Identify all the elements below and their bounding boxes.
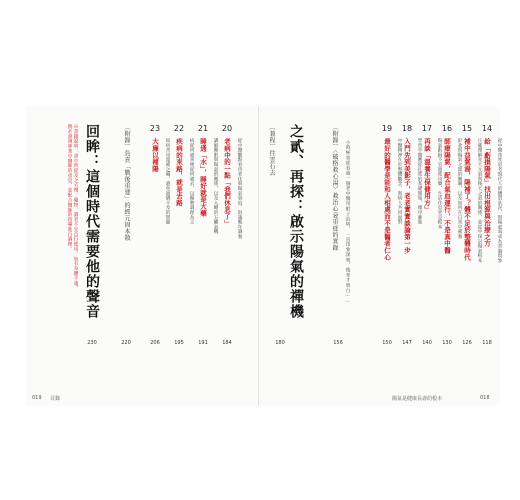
chapter-number: 17 [421, 124, 433, 133]
part-headline-left: 回眸：這個時代需要他的聲音 [84, 124, 100, 319]
page-ref: 230 [87, 340, 97, 346]
chapter-number: 20 [221, 124, 233, 133]
chapter-summary: 正確理解先天元氣與後天之氣的關係，並從中探討陽氣根本 [477, 138, 482, 263]
chapter-number: 15 [461, 124, 473, 133]
page-ref: 156 [333, 340, 343, 346]
footer-right-page-number: 018 [480, 395, 490, 401]
chapter-number: 18 [401, 124, 413, 133]
chapter-entry[interactable] [480, 124, 502, 348]
part-subtitle: 〔兼程〕往雲石去 [268, 124, 275, 176]
page-ref: 184 [222, 340, 232, 346]
chapter-summary: 如何善用溫補之藥，避免過猶不及的問題 [165, 138, 170, 225]
chapter-summary: 學習中醫應從扎實的基礎開始，循序漸進 [417, 138, 422, 225]
page-ref: 150 [382, 340, 392, 346]
chapter-entry[interactable] [196, 124, 218, 348]
appendix-left: 〔附錄〕負責「戰後重建」的經元固本散 [123, 124, 130, 241]
chapter-summary: 從中醫觀點看待老化與陽氣衰退，倡議晚年調養 [237, 138, 242, 239]
chapter-entry[interactable] [400, 124, 422, 348]
chapter-summary: 針灸與陽氣之間的關聯，以及如何在日常中補養 [457, 138, 462, 239]
footer-left-label: 目錄 [50, 396, 61, 402]
chapter-number: 21 [197, 124, 209, 133]
page-ref: 220 [121, 340, 131, 346]
chapter-number: 16 [441, 124, 453, 133]
appendix-right-sub: 小時候曾經看過一個老中醫用附子治病，一直印象深刻，後來才明白…… [345, 140, 350, 304]
chapter-entry[interactable] [440, 124, 462, 348]
page-ref: 180 [275, 340, 285, 346]
chapter-summary: 講解睡眠與陽氣的關係，以及入睡的五臟氣機 [213, 138, 218, 234]
reader-note: ※書籍說明：書中所提及之方劑、藥物，讀者不宜自行使用，如有身體不適，務必諮詢專業中醫師的意見，並配合醫師的指導進行調理。 [67, 124, 78, 291]
page-ref: 191 [198, 340, 208, 346]
chapter-entry[interactable] [460, 124, 482, 348]
chapter-title: 師療陽氣，配合氣血運行，不是真中醫 [443, 138, 451, 254]
chapter-summary: 陽氣虧損不宜過度用藥，生活作息更是根本 [437, 138, 442, 230]
chapter-title: 疾病的來路，就是去路 [175, 138, 183, 206]
book-gutter [258, 106, 259, 406]
chapter-entry[interactable] [420, 124, 442, 348]
chapter-title: 睡通「水」，睡好就是大藥 [199, 138, 207, 217]
chapter-title: 入門先到美影子，老老實實談論第一步 [403, 138, 411, 254]
chapter-number: 19 [381, 124, 393, 133]
chapter-summary: 病從何處來便從何處去，以順勢調理為主 [189, 138, 194, 225]
page-ref: 206 [150, 340, 160, 346]
footer-right-label: 陽氣是健康長壽的根本 [392, 396, 443, 402]
chapter-number: 23 [149, 124, 161, 133]
chapter-title: 再談「溫養生保健用方」 [423, 138, 431, 213]
part-headline-right: 之貳、再探：啟示陽氣的禪機 [288, 124, 304, 319]
chapter-title: 大廉以補陽 [151, 138, 159, 172]
page-ref: 140 [422, 340, 432, 346]
chapter-title: 最好的醫學是能和人相處而不是醫者仁心 [383, 138, 391, 261]
chapter-title: 老病中的一點「我們休息了」 [223, 138, 231, 227]
page-ref: 147 [402, 340, 412, 346]
chapter-entry[interactable] [148, 124, 170, 348]
chapter-number: 22 [173, 124, 185, 133]
page-ref: 118 [482, 340, 492, 346]
footer-left-page-number: 019 [32, 395, 42, 401]
chapter-entry[interactable] [220, 124, 242, 348]
page-ref: 126 [462, 340, 472, 346]
chapter-number: 14 [481, 124, 493, 133]
chapter-entry[interactable] [380, 124, 402, 348]
page-ref: 130 [442, 340, 452, 346]
chapter-summary: 從中醫角度思考現代人的體質狀況，腎陽虛弱成為普遍現象 [497, 138, 502, 263]
chapter-title: 補中益氣湯，陽補了？體不足於整體時代 [463, 138, 471, 261]
chapter-title: 給「虧損陽氣」找出根源與治療之方 [483, 138, 491, 247]
chapter-entry[interactable] [172, 124, 194, 348]
appendix-right: 〔附錄〕〈破格救心湯〉救治心衰重症的實錄 [331, 124, 338, 251]
chapter-summary: 中醫精神在於整體觀念，與病人共同面對 [397, 138, 402, 225]
page-ref: 195 [174, 340, 184, 346]
